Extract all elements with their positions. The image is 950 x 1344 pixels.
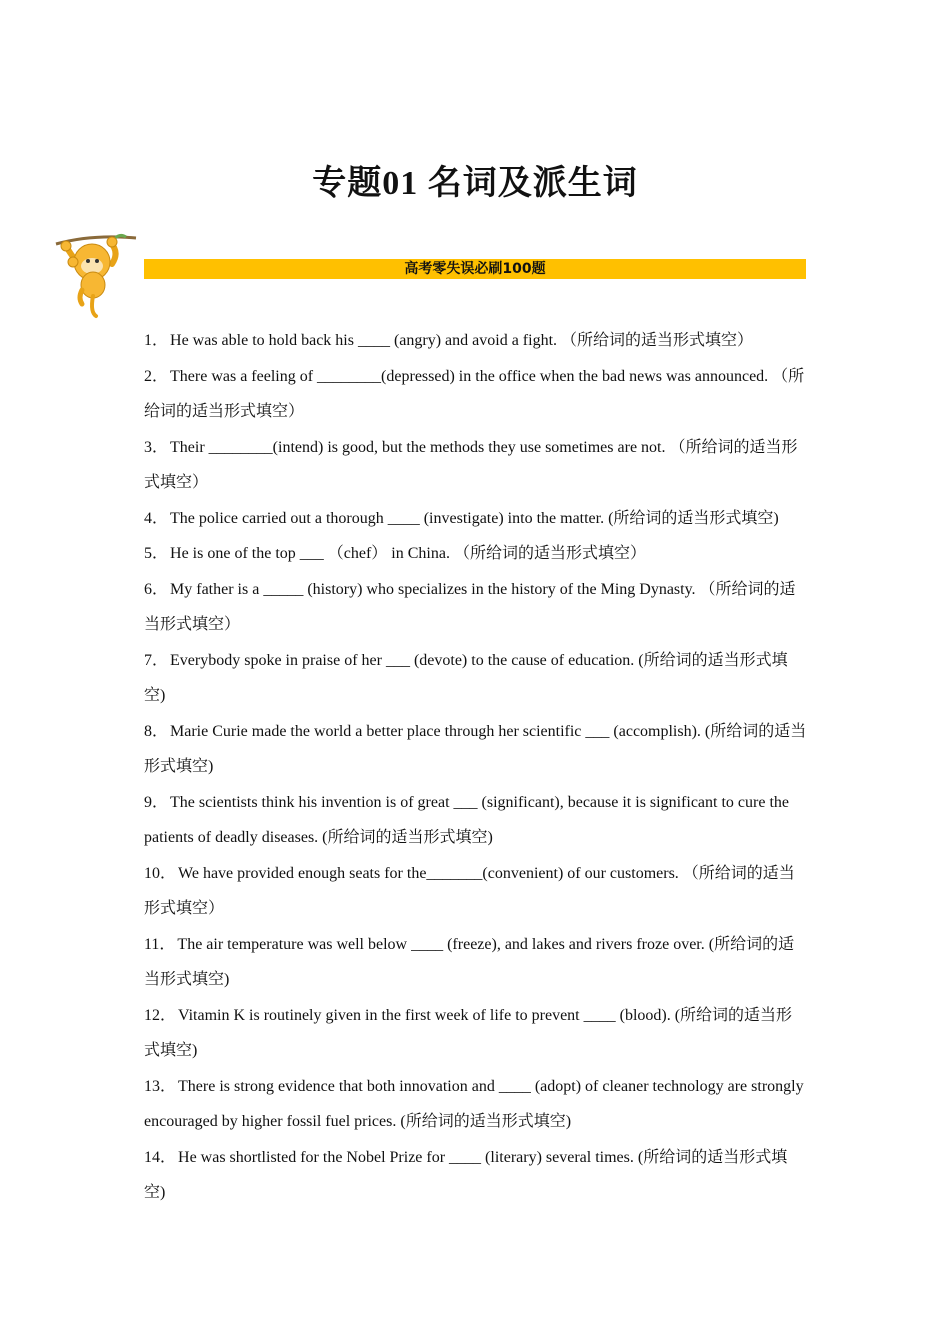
question-text: Everybody spoke in praise of her ___ (devote) to the cause of education. (所给词的适当形式填空) — [144, 651, 788, 704]
question-item — [144, 714, 808, 785]
question-item — [144, 856, 808, 927]
question-text: Vitamin K is routinely given in the first week of life to prevent ____ (blood). (所给词的适当形式填空) — [144, 1006, 793, 1059]
page-title: 专题01 名词及派生词 — [312, 165, 638, 202]
question-item — [144, 785, 808, 856]
question-text: Marie Curie made the world a better place through her scientific ___ (accomplish). (所给词的适当形式填空) — [144, 722, 807, 775]
question-text: Their ________(intend) is good, but the methods they use sometimes are not. （所给词的适当形式填空） — [144, 438, 798, 491]
question-text: The air temperature was well below ____ (freeze), and lakes and rivers froze over. (所给词的适当形式填空) — [144, 935, 795, 988]
banner: 高考零失误必刷100题 — [144, 259, 806, 279]
question-text: He is one of the top ___ （chef） in China. （所给词的适当形式填空） — [170, 545, 646, 562]
question-item — [144, 998, 808, 1069]
question-item — [144, 323, 808, 359]
question-item — [144, 430, 808, 501]
question-item — [144, 1140, 808, 1211]
question-item — [144, 1069, 808, 1140]
question-item — [144, 359, 808, 430]
question-text: We have provided enough seats for the_______(convenient) of our customers. （所给词的适当形式填空） — [144, 864, 795, 917]
question-number: 3． — [144, 438, 169, 456]
question-item — [144, 643, 808, 714]
question-number: 5． — [144, 545, 169, 562]
question-number: 1． — [144, 332, 169, 349]
question-list — [144, 323, 808, 1211]
question-number: 2． — [144, 367, 169, 385]
question-text: He was shortlisted for the Nobel Prize for ____ (literary) several times. (所给词的适当形式填空) — [144, 1148, 788, 1201]
question-text: My father is a _____ (history) who specializes in the history of the Ming Dynasty. （所给词的适当形式填空） — [144, 580, 796, 633]
question-number: 10． — [144, 864, 177, 882]
monkey-icon — [52, 232, 144, 324]
question-number: 7． — [144, 651, 169, 669]
question-item — [144, 927, 808, 998]
question-number: 14． — [144, 1148, 177, 1166]
question-item — [144, 501, 808, 537]
question-number: 9． — [144, 793, 169, 811]
question-number: 13． — [144, 1077, 177, 1095]
question-number: 6． — [144, 580, 169, 598]
question-text: There is strong evidence that both innovation and ____ (adopt) of cleaner technology are strongly encouraged by higher fossil fuel prices. (所给词的适当形式填空) — [144, 1077, 804, 1130]
question-number: 11． — [144, 935, 176, 953]
question-text: The scientists think his invention is of great ___ (significant), because it is significant to cure the patients of deadly diseases. (所给词的适当形式填空) — [144, 793, 789, 846]
question-text: There was a feeling of ________(depressed) in the office when the bad news was announced. （所给词的适当形式填空） — [144, 367, 805, 420]
question-item — [144, 572, 808, 643]
question-number: 12． — [144, 1006, 177, 1024]
question-item — [144, 536, 808, 572]
question-text: He was able to hold back his ____ (angry) and avoid a fight. （所给词的适当形式填空） — [170, 332, 754, 349]
question-text: The police carried out a thorough ____ (investigate) into the matter. (所给词的适当形式填空) — [170, 509, 779, 527]
question-number: 4． — [144, 509, 169, 527]
question-number: 8． — [144, 722, 169, 740]
